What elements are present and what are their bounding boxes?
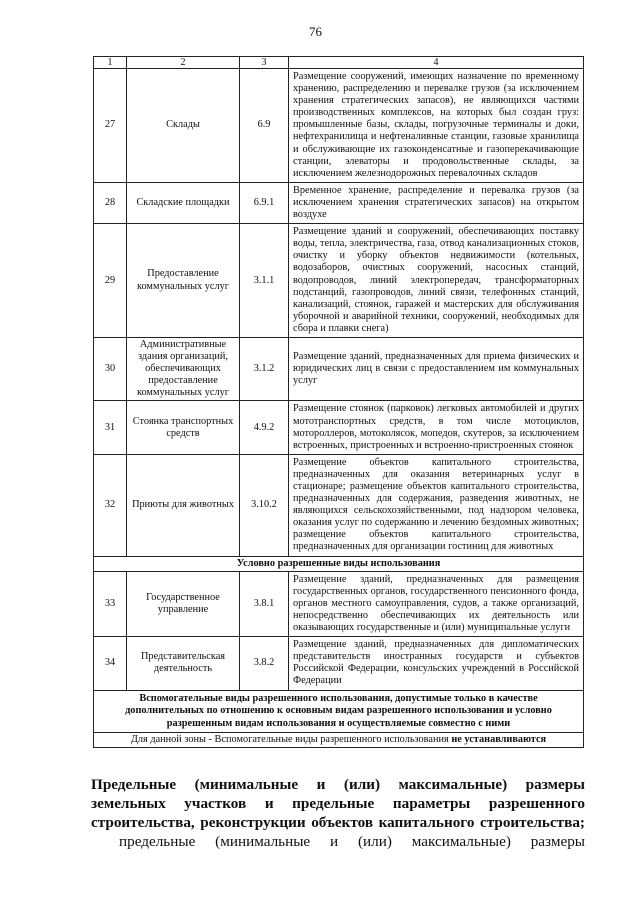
table-row [94,454,584,556]
use-code: 6.9 [240,69,289,183]
table-row [94,182,584,223]
row-number: 32 [94,454,127,556]
use-code: 3.10.2 [240,454,289,556]
use-description: Размещение стоянок (парковок) легковых автомобилей и других мототранспортных средств, в том числе мотоциклов, мотороллеров, мотоколясок, мопедов, скутеров, за исключением встроенных, пристроенных и встроенно-пристроенных стоянок [289,401,584,454]
auxiliary-section-row [94,690,584,733]
use-description: Размещение объектов капитального строительства, предназначенных для оказания ветеринарных услуг в стационаре; размещение объектов капитального строительства, предназначенных для содержания, разведения животных, не являющихся сельскохозяйственными, под надзором человека, оказания услуг по содержанию и лечению бездомных животных; размещение объектов капитального строительства, предназначенных для организации гостиниц для животных [289,454,584,556]
table-header-row [94,57,584,69]
conditional-section-row [94,556,584,571]
use-code: 4.9.2 [240,401,289,454]
use-name: Склады [127,69,240,183]
table-row [94,69,584,183]
row-number: 31 [94,401,127,454]
use-code: 3.1.1 [240,224,289,338]
use-description: Временное хранение, распределение и перевалка грузов (за исключением хранения стратегических запасов) на открытом воздухе [289,182,584,223]
row-number: 28 [94,182,127,223]
table-row [94,571,584,636]
use-name: Приюты для животных [127,454,240,556]
use-description: Размещение зданий, предназначенных для дипломатических представительств иностранных государств и субъектов Российской Федерации, консульских учреждений в Российской Федерации [289,637,584,690]
conditional-section-title: Условно разрешенные виды использования [94,556,584,571]
use-code: 3.8.2 [240,637,289,690]
page-number: 76 [309,24,322,39]
column-description-header: 4 [289,57,584,69]
auxiliary-note-prefix: Для данной зоны - Вспомогательные виды разрешенного использования [130,734,449,745]
column-code-header: 3 [240,57,289,69]
use-description: Размещение зданий, предназначенных для размещения государственных органов, государственного пенсионного фонда, органов местного самоуправления, судов, а также организаций, непосредственно обеспечивающих их деятельность или оказывающих государственные и (или) муниципальные услуги [289,571,584,636]
use-name: Предоставление коммунальных услуг [127,224,240,338]
column-number-header: 1 [94,57,127,69]
row-number: 29 [94,224,127,338]
row-number: 34 [94,637,127,690]
use-name: Представительская деятельность [127,637,240,690]
use-code: 3.8.1 [240,571,289,636]
auxiliary-note-row [94,733,584,748]
table-row [94,637,584,690]
use-description: Размещение сооружений, имеющих назначение по временному хранению, распределению и перевалке грузов (за исключением хранения стратегических запасов), не являющихся частями производственных комплексов, на которых был создан груз: промышленные базы, склады, погрузочные терминалы и доки, нефтехранилища и нефтеналивные станции, газовые хранилища и обслуживающие их газоконденсатные и газоперекачивающие станции, элеваторы и продовольственные склады, за исключением железнодорожных перевалочных складов [289,69,584,183]
table-row [94,224,584,338]
auxiliary-note-suffix: не устанавливаются [451,734,547,745]
row-number: 30 [94,337,127,400]
use-code: 3.1.2 [240,337,289,400]
land-use-table [93,56,584,748]
table-row [94,337,584,400]
section-heading: Предельные (минимальные и (или) максимальные) размеры земельных участков и предельные параметры разрешенного строительства, реконструкции объектов капитального строительства; [91,776,585,831]
use-name: Складские площадки [127,182,240,223]
table-row [94,401,584,454]
auxiliary-note [94,733,584,748]
paragraph-start: предельные (минимальные и (или) максимальные) размеры [119,833,585,850]
row-number: 27 [94,69,127,183]
auxiliary-section-title: Вспомогательные виды разрешенного использования, допустимые только в качестве дополнительных по отношению к основным видам разрешенного использования и условно разрешенным видам использования и осуществляемые совместно с ними [94,690,584,733]
use-description: Размещение зданий и сооружений, обеспечивающих поставку воды, тепла, электричества, газа, отвод канализационных стоков, очистку и уборку объектов недвижимости (котельных, водозаборов, очистных сооружений, насосных станций, водопроводов, линий электропередач, трансформаторных подстанций, газопроводов, линий связи, телефонных станций, канализаций, стоянок, гаражей и мастерских для обслуживания уборочной и аварийной техники, сооружений, необходимых для сбора и плавки снега) [289,224,584,338]
use-description: Размещение зданий, предназначенных для приема физических и юридических лиц в связи с предоставлением им коммунальных услуг [289,337,584,400]
use-name: Стоянка транспортных средств [127,401,240,454]
use-name: Государственное управление [127,571,240,636]
use-code: 6.9.1 [240,182,289,223]
column-name-header: 2 [127,57,240,69]
row-number: 33 [94,571,127,636]
use-name: Административные здания организаций, обеспечивающих предоставление коммунальных услуг [127,337,240,400]
